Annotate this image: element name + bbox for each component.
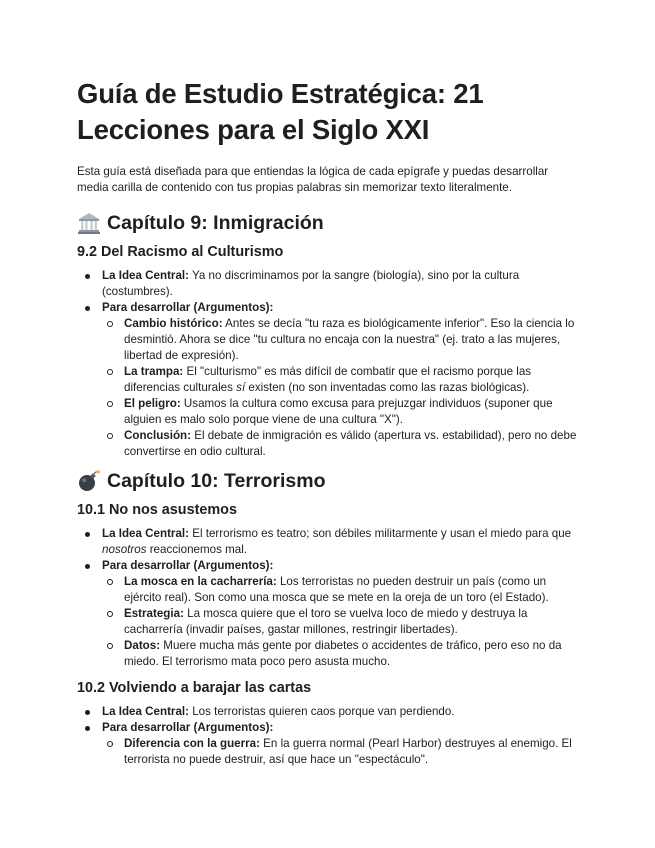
document-title: Guía de Estudio Estratégica: 21 Lecciones para el Siglo XXI <box>77 78 484 145</box>
chapter-10-heading: Capítulo 10: Terrorismo <box>77 468 579 494</box>
bomb-icon <box>77 469 101 493</box>
list-item: La Idea Central: Ya no discriminamos por la sangre (biología), sino por la cultura (costumbres). <box>77 268 579 300</box>
list-item: Para desarrollar (Argumentos): Diferencia con la guerra: En la guerra normal (Pearl Harbor) destruyes al enemigo. El terrorista no puede destruir, así que hace un "espectáculo". <box>77 720 579 768</box>
list-item: La mosca en la cacharrería: Los terroristas no pueden destruir un país (como un ejército real). Son como una mosca que se mete en la oreja de un toro (el Estado). <box>102 574 579 606</box>
sub-list <box>102 574 579 670</box>
section-10-1-heading: 10.1 No nos asustemos <box>77 502 237 518</box>
list-item: Diferencia con la guerra: En la guerra normal (Pearl Harbor) destruyes al enemigo. El terrorista no puede destruir, así que hace un "espectáculo". <box>102 736 579 768</box>
list-item: La Idea Central: Los terroristas quieren caos porque van perdiendo. <box>77 704 579 720</box>
section-10-2-list <box>77 704 579 768</box>
list-item: Datos: Muere mucha más gente por diabetes o accidentes de tráfico, pero eso no da miedo. El terrorismo mata poco pero asusta mucho. <box>102 638 579 670</box>
list-item: El peligro: Usamos la cultura como excusa para prejuzgar individuos (suponer que alguien es malo solo porque viene de una cultura "X"). <box>102 396 579 428</box>
intro-paragraph: Esta guía está diseñada para que entiendas la lógica de cada epígrafe y puedas desarrollar media carilla de contenido con tus propias palabras sin memorizar texto literalmente. <box>77 165 549 194</box>
list-item: Cambio histórico: Antes se decía "tu raza es biológicamente inferior". Eso la ciencia lo desmintió. Ahora se dice "tu cultura no encaja con la nuestra" (ej. trato a las mujeres, libertad de expresión). <box>102 316 579 364</box>
section-9-2-heading: 9.2 Del Racismo al Culturismo <box>77 244 284 260</box>
sub-list <box>102 736 579 768</box>
list-item: La Idea Central: El terrorismo es teatro; son débiles militarmente y usan el miedo para que nosotros reaccionemos mal. <box>77 526 579 558</box>
chapter-9-heading: Capítulo 9: Inmigración <box>77 210 579 236</box>
classical-building-icon <box>77 211 101 235</box>
sub-list <box>102 316 579 460</box>
list-item: Estrategia: La mosca quiere que el toro se vuelva loco de miedo y destruya la cacharrería (invadir países, gastar millones, restringir libertades). <box>102 606 579 638</box>
list-item: La trampa: El "culturismo" es más difícil de combatir que el racismo porque las diferencias culturales sí existen (no son inventadas como las razas biológicas). <box>102 364 579 396</box>
list-item: Conclusión: El debate de inmigración es válido (apertura vs. estabilidad), pero no debe convertirse en odio cultural. <box>102 428 579 460</box>
list-item: Para desarrollar (Argumentos): Cambio histórico: Antes se decía "tu raza es biológicamente inferior". Eso la ciencia lo desmintió. Ahora se dice "tu cultura no encaja con la nuestra" (ej. trato a las mujeres, libertad de expresión). La trampa: El "culturismo" es más difícil de combatir que el racismo porque las diferencias culturales sí existen (no son inventadas como las razas biológicas). El peligro: Usamos la cultura como excusa para prejuzgar individuos (suponer que alguien es malo solo porque viene de una cultura "X"). Conclusión: El debate de inmigración es válido (apertura vs. estabilidad), pero no debe convertirse en odio cultural. <box>77 300 579 460</box>
list-item: Para desarrollar (Argumentos): La mosca en la cacharrería: Los terroristas no pueden destruir un país (como un ejército real). Son como una mosca que se mete en la oreja de un toro (el Estado). Estrategia: La mosca quiere que el toro se vuelva loco de miedo y destruya la cacharrería (invadir países, gastar millones, restringir libertades). Datos: Muere mucha más gente por diabetes o accidentes de tráfico, pero eso no da miedo. El terrorismo mata poco pero asusta mucho. <box>77 558 579 670</box>
section-9-2-list <box>77 268 579 460</box>
section-10-2-heading: 10.2 Volviendo a barajar las cartas <box>77 680 312 696</box>
section-10-1-list <box>77 526 579 670</box>
